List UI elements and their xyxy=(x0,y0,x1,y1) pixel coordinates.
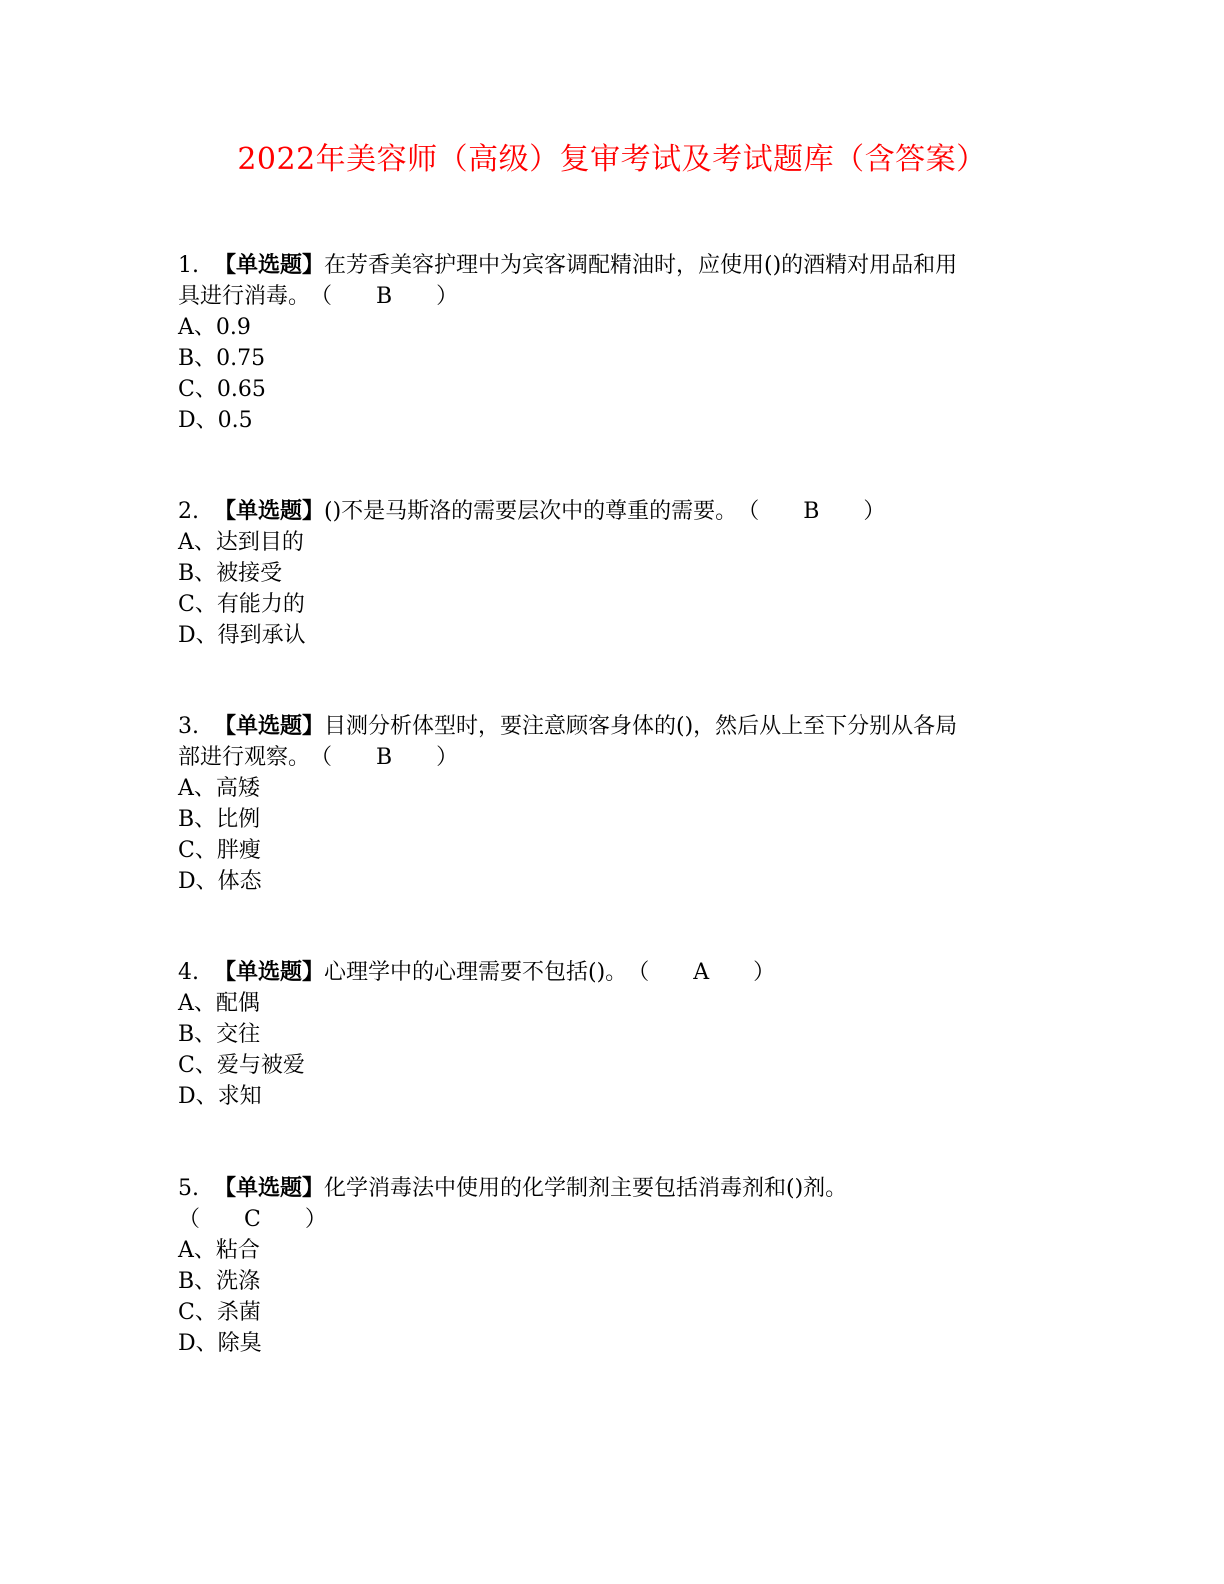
option-separator: 、 xyxy=(193,1238,216,1263)
answer-display: （ A ） xyxy=(627,960,776,985)
option-separator: 、 xyxy=(195,623,218,648)
option-letter: D xyxy=(178,869,196,894)
question-line xyxy=(178,1204,1038,1235)
question-line xyxy=(178,1173,1038,1204)
question-block xyxy=(178,496,1038,651)
option-text: 有能力的 xyxy=(216,592,305,617)
question-line xyxy=(178,496,1038,527)
option-item xyxy=(178,866,1038,897)
option-separator: 、 xyxy=(195,408,218,433)
option-separator: 、 xyxy=(194,561,217,586)
option-letter: B xyxy=(178,807,195,832)
option-item xyxy=(178,374,1038,405)
option-text: 得到承认 xyxy=(217,623,306,648)
answer-display: （ C ） xyxy=(178,1207,327,1232)
option-item xyxy=(178,343,1038,374)
option-letter: A xyxy=(178,776,194,801)
option-text: 0.9 xyxy=(215,315,251,340)
option-separator: 、 xyxy=(194,1053,217,1078)
question-type: 【单选题】 xyxy=(214,252,325,278)
answer-display: （ B ） xyxy=(310,284,459,309)
answer-display: （ B ） xyxy=(737,499,886,524)
option-separator: 、 xyxy=(193,776,216,801)
question-line xyxy=(178,957,1038,988)
question-line xyxy=(178,742,1038,773)
option-item xyxy=(178,835,1038,866)
option-text: 达到目的 xyxy=(215,530,304,555)
question-text: 化学消毒法中使用的化学制剂主要包括消毒剂和()剂。 xyxy=(324,1176,848,1201)
option-separator: 、 xyxy=(194,377,217,402)
question-number: 5. xyxy=(178,1176,199,1201)
option-item xyxy=(178,804,1038,835)
option-item xyxy=(178,620,1038,651)
option-separator: 、 xyxy=(194,1269,217,1294)
option-text: 0.75 xyxy=(216,346,266,371)
question-number: 4. xyxy=(178,960,199,985)
option-item xyxy=(178,558,1038,589)
option-letter: D xyxy=(178,623,196,648)
option-letter: B xyxy=(178,1269,195,1294)
option-text: 0.5 xyxy=(217,408,253,433)
option-text: 洗涤 xyxy=(216,1269,261,1294)
option-text: 胖瘦 xyxy=(216,838,261,863)
option-item xyxy=(178,1328,1038,1359)
option-separator: 、 xyxy=(194,1022,217,1047)
option-separator: 、 xyxy=(194,346,217,371)
option-separator: 、 xyxy=(194,807,217,832)
option-letter: A xyxy=(178,991,194,1016)
option-item xyxy=(178,1235,1038,1266)
option-letter: B xyxy=(178,561,195,586)
option-text: 体态 xyxy=(217,869,262,894)
question-text: 具进行消毒。 xyxy=(178,284,311,309)
question-text: ()不是马斯洛的需要层次中的尊重的需要。 xyxy=(324,499,738,524)
option-letter: C xyxy=(178,592,195,617)
option-separator: 、 xyxy=(193,991,216,1016)
question-text: 目测分析体型时，要注意顾客身体的()，然后从上至下分别从各局 xyxy=(324,714,958,739)
question-line xyxy=(178,711,1038,742)
option-letter: D xyxy=(178,1084,196,1109)
option-separator: 、 xyxy=(195,869,218,894)
option-text: 除臭 xyxy=(217,1331,262,1356)
option-text: 爱与被爱 xyxy=(216,1053,305,1078)
option-letter: C xyxy=(178,1300,195,1325)
option-letter: A xyxy=(178,315,194,340)
option-separator: 、 xyxy=(194,1300,217,1325)
option-letter: B xyxy=(178,1022,195,1047)
question-text: 心理学中的心理需要不包括()。 xyxy=(324,960,628,985)
option-letter: B xyxy=(178,346,195,371)
option-item xyxy=(178,1081,1038,1112)
question-block xyxy=(178,711,1038,897)
option-letter: A xyxy=(178,1238,194,1263)
option-text: 粘合 xyxy=(215,1238,260,1263)
question-text: 部进行观察。 xyxy=(178,745,311,770)
option-item xyxy=(178,527,1038,558)
option-letter: A xyxy=(178,530,194,555)
option-text: 比例 xyxy=(216,807,261,832)
document-title: 2022年美容师（高级）复审考试及考试题库（含答案） xyxy=(237,142,987,177)
question-type: 【单选题】 xyxy=(214,713,325,739)
option-text: 高矮 xyxy=(215,776,260,801)
option-item xyxy=(178,1266,1038,1297)
option-letter: C xyxy=(178,1053,195,1078)
option-item xyxy=(178,988,1038,1019)
question-block xyxy=(178,1173,1038,1359)
question-line xyxy=(178,250,1038,281)
option-text: 杀菌 xyxy=(216,1300,261,1325)
option-text: 被接受 xyxy=(216,561,283,586)
option-item xyxy=(178,1019,1038,1050)
option-text: 交往 xyxy=(216,1022,261,1047)
option-item xyxy=(178,1297,1038,1328)
option-separator: 、 xyxy=(193,530,216,555)
question-type: 【单选题】 xyxy=(214,498,325,524)
option-letter: D xyxy=(178,1331,196,1356)
option-item xyxy=(178,312,1038,343)
option-separator: 、 xyxy=(194,838,217,863)
option-separator: 、 xyxy=(195,1084,218,1109)
option-separator: 、 xyxy=(194,592,217,617)
question-type: 【单选题】 xyxy=(214,959,325,985)
option-separator: 、 xyxy=(195,1331,218,1356)
option-text: 求知 xyxy=(217,1084,262,1109)
question-line xyxy=(178,281,1038,312)
question-number: 3. xyxy=(178,714,199,739)
option-item xyxy=(178,405,1038,436)
question-block xyxy=(178,250,1038,436)
question-number: 2. xyxy=(178,499,199,524)
question-block xyxy=(178,957,1038,1112)
option-text: 0.65 xyxy=(216,377,266,402)
question-number: 1. xyxy=(178,253,199,278)
option-text: 配偶 xyxy=(215,991,260,1016)
answer-display: （ B ） xyxy=(310,745,459,770)
option-letter: D xyxy=(178,408,196,433)
option-item xyxy=(178,773,1038,804)
question-text: 在芳香美容护理中为宾客调配精油时，应使用()的酒精对用品和用 xyxy=(324,253,958,278)
option-letter: C xyxy=(178,377,195,402)
option-letter: C xyxy=(178,838,195,863)
option-separator: 、 xyxy=(193,315,216,340)
option-item xyxy=(178,589,1038,620)
question-type: 【单选题】 xyxy=(214,1175,325,1201)
option-item xyxy=(178,1050,1038,1081)
